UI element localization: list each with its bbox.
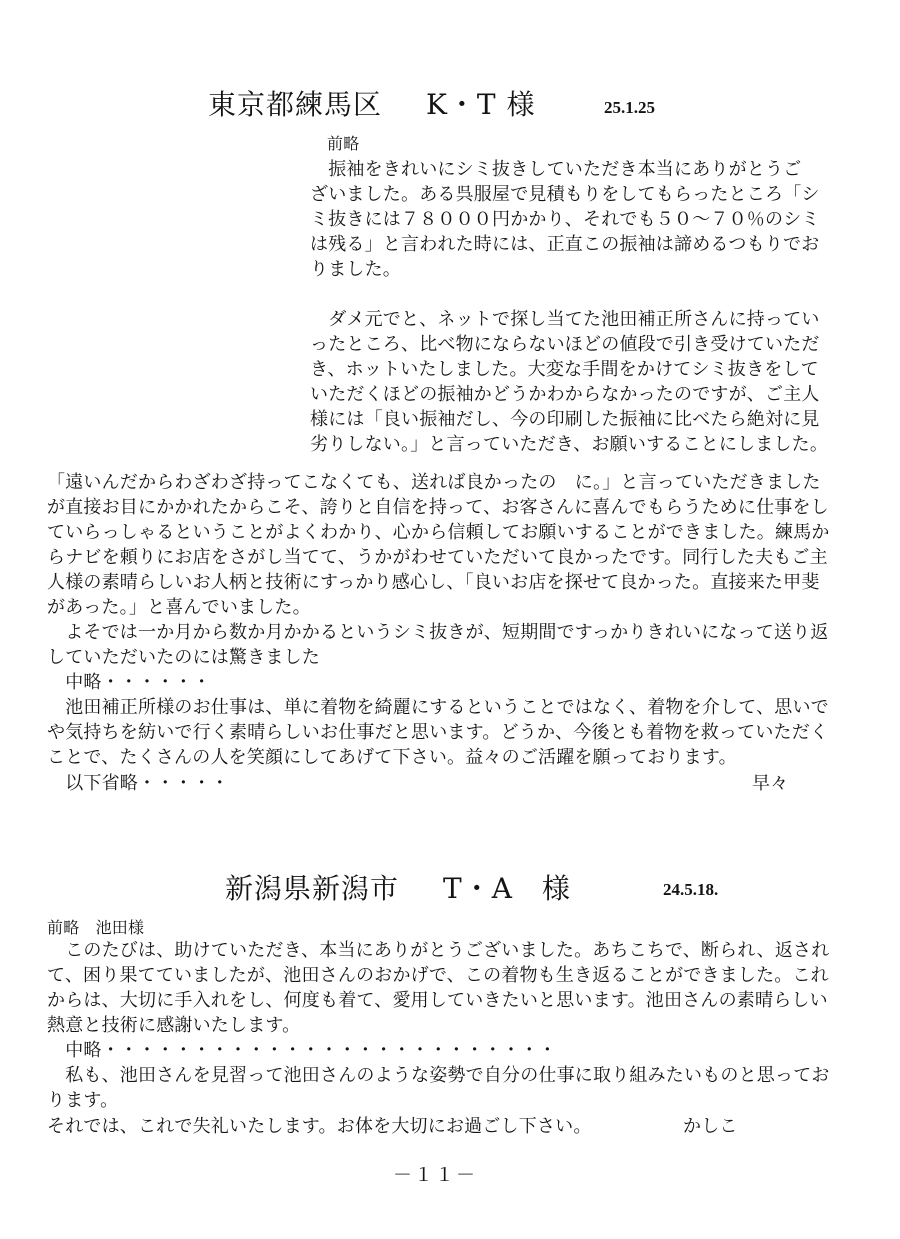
body-line: 熱意と技術に感謝いたします。 [47,1015,301,1036]
letter-2-heading [225,872,571,906]
body-line: 「遠いんだからわざわざ持ってこなくても、送れば良かったの に。」と言っていただきました [47,472,821,493]
letter-2-heading-place: 新潟県新潟市 [225,872,400,905]
page-number: －１１－ [393,1164,478,1186]
body-line: 中略・・・・・・ [47,672,211,693]
body-line: していただいたのには驚きました [47,647,320,668]
body-line: らナビを頼りにお店をさがし当てて、うかがわせていただいて良かったです。同行した夫もご主 [47,547,828,568]
body-line: からは、大切に手入れをし、何度も着て、愛用していきたいと思います。池田さんの素晴らしい [47,990,828,1011]
paragraph-line: りました。 [310,259,401,280]
letter-1-date: 25.1.25 [604,98,655,117]
letter-1-heading [208,88,536,122]
body-line: このたびは、助けていただき、本当にありがとうございました。あちこちで、断られ、返され [47,940,830,961]
paragraph-line: 劣りしない。」と言っていただき、お願いすることにしました。 [310,434,829,455]
body-line: 池田補正所様のお仕事は、単に着物を綺麗にするということではなく、着物を介して、思いで [47,697,829,718]
body-line: ていらっしゃるということがよくわかり、心から信頼してお願いすることができました。練馬か [47,522,830,543]
letter-1-greeting: 前略 [327,134,360,153]
paragraph-line: 振袖をきれいにシミ抜きしていただき本当にありがとうご [310,159,802,180]
body-line: が直接お目にかかれたからこそ、誇りと自信を持って、お客さんに喜んでもらうために仕事をし [47,497,829,518]
paragraph-line: 様には「良い振袖だし、今の印刷した振袖に比べたら絶対に見 [310,409,820,430]
paragraph-line: き、ホットいたしました。大変な手間をかけてシミ抜きをして [310,359,819,380]
letter-2-closing-left: それでは、これで失礼いたします。お体を大切にお過ごし下さい。 [47,1116,592,1137]
body-line: ことで、たくさんの人を笑顔にしてあげて下さい。益々のご活躍を願っております。 [47,747,737,768]
letter-2-heading-name: T・A 様 [443,872,571,905]
letter-1-heading-place: 東京都練馬区 [208,88,383,121]
body-line: 私も、池田さんを見習って池田さんのような姿勢で自分の仕事に取り組みたいものと思ってお [47,1065,830,1086]
body-line: や気持ちを紡いで行く素晴らしいお仕事だと思います。どうか、今後とも着物を救っていただく [47,722,829,743]
body-line: があった。」と喜んでいました。 [47,597,311,618]
letter-2-date: 24.5.18. [663,880,719,899]
body-line: 人様の素晴らしいお人柄と技術にすっかり感心し、「良いお店を探せて良かった。直接来た甲斐 [47,572,820,593]
paragraph-line: ダメ元でと、ネットで探し当てた池田補正所さんに持ってい [310,309,820,330]
body-line: て、困り果てていましたが、池田さんのおかげで、この着物も生き返ることができました。これ [47,965,829,986]
letter-2-closing-right: かしこ [683,1116,738,1137]
body-line: よそでは一か月から数か月かかるというシミ抜きが、短期間ですっかりきれいになって送り返 [47,622,829,643]
body-line: ります。 [47,1090,119,1111]
paragraph-line: は残る」と言われた時には、正直この振袖は諦めるつもりでお [310,234,820,255]
paragraph-line: いただくほどの振袖かどうかわからなかったのですが、ご主人 [310,384,820,405]
paragraph-line: ったところ、比べ物にならないほどの値段で引き受けていただ [310,334,820,355]
body-line: 中略・・・・・・・・・・・・・・・・・・・・・・・・・ [47,1040,557,1061]
paragraph-line: ミ抜きには７８０００円かかり、それでも５０～７０％のシミ [310,209,820,230]
letter-1-heading-name: K・T 様 [426,88,536,121]
letter-1-closing-left: 以下省略・・・・・ [47,773,229,794]
letter-1-closing-right: 早々 [752,773,789,794]
letter-2-greeting: 前略 池田様 [47,918,145,937]
paragraph-line: ざいました。ある呉服屋で見積もりをしてもらったところ「シ [310,184,820,205]
